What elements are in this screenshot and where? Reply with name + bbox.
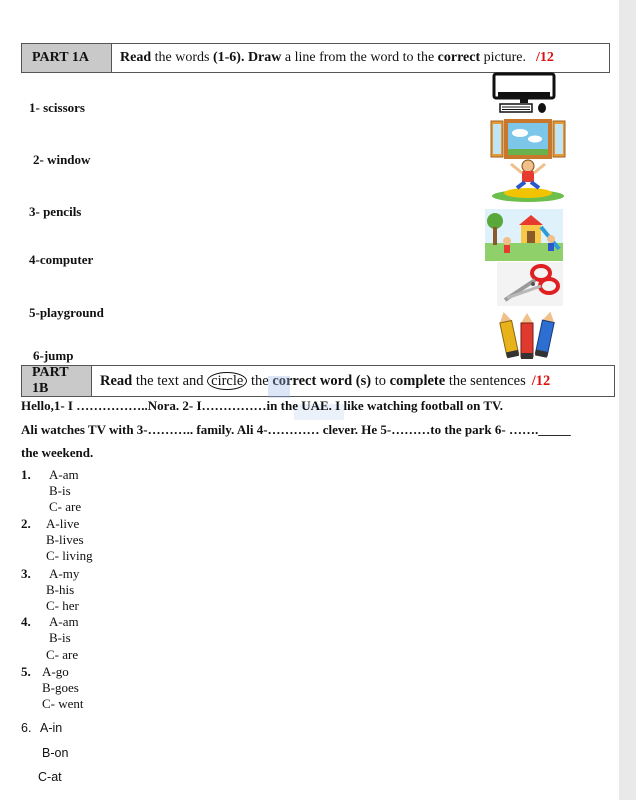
option-b: B-lives	[46, 532, 84, 547]
option-b: B-is	[49, 483, 71, 498]
question-number: 2.	[21, 516, 31, 531]
pencils-icon	[497, 311, 559, 361]
option-c: C- went	[42, 696, 84, 711]
option-a: A-my	[49, 566, 80, 581]
playground-icon	[485, 209, 563, 261]
option-b: B-his	[46, 582, 75, 597]
passage-line-3: the weekend.	[21, 445, 94, 460]
passage-line-2: Ali watches TV with 3-……….. family. Ali 4-………… clever. He 5-………to the park 6- ……._____	[21, 422, 571, 437]
part1a-instructions: Read the words (1-6). Draw a line from the word to the correct picture. /12	[120, 50, 554, 65]
option-c: C-at	[38, 770, 62, 784]
part1b-instructions: Read the text and circle the correct word (s) to complete the sentences /12	[100, 372, 551, 389]
question-number: 6.	[21, 721, 32, 735]
question-number: 4.	[21, 614, 31, 629]
question-number: 5.	[21, 664, 31, 679]
window-icon	[490, 119, 566, 159]
part1b-label: PART 1B	[22, 366, 92, 396]
jump-icon	[489, 158, 567, 204]
part1b-score: /12	[531, 372, 551, 389]
word-item: 2- window	[33, 152, 91, 167]
word-item: 3- pencils	[29, 204, 82, 219]
circled-word: circle	[207, 372, 247, 390]
option-c: C- living	[46, 548, 93, 563]
passage-line-1: Hello,1- I ……………..Nora. 2- I……………in the UAE. I like watching football on TV.	[21, 398, 503, 413]
part1a-label: PART 1A	[22, 44, 112, 72]
option-b: B-goes	[42, 680, 79, 695]
option-c: C- are	[49, 499, 82, 514]
word-item: 4-computer	[29, 252, 94, 267]
option-a: A-live	[46, 516, 80, 531]
option-b: B-on	[42, 746, 69, 760]
part1a-header	[21, 43, 610, 73]
option-a: A-am	[49, 614, 79, 629]
option-b: B-is	[49, 630, 71, 645]
word-item: 1- scissors	[29, 100, 85, 115]
part1a-score: /12	[536, 50, 554, 65]
question-number: 1.	[21, 467, 31, 482]
option-a: A-am	[49, 467, 79, 482]
word-item: 6-jump	[33, 348, 74, 363]
option-a: A-go	[42, 664, 69, 679]
option-c: C- her	[46, 598, 79, 613]
scissors-icon	[497, 262, 563, 306]
word-item: 5-playground	[29, 305, 104, 320]
page-sidebar	[619, 0, 636, 800]
option-a: A-in	[40, 721, 63, 735]
computer-icon	[492, 72, 556, 114]
question-number: 3.	[21, 566, 31, 581]
option-c: C- are	[46, 647, 79, 662]
